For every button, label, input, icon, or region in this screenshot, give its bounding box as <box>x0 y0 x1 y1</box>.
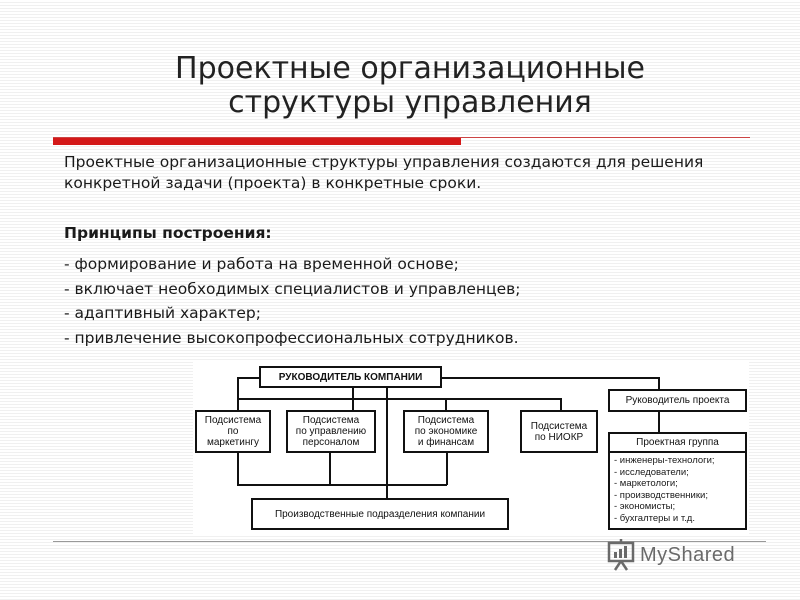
presentation-board-icon <box>605 538 637 572</box>
connector <box>442 377 658 379</box>
connector <box>237 377 239 410</box>
slide-title <box>60 52 760 120</box>
connector <box>658 377 660 389</box>
principle-item: - привлечение высокопрофессиональных сотрудников. <box>64 328 519 347</box>
project-team-members-list <box>608 451 747 530</box>
connector <box>446 453 448 485</box>
connector <box>237 377 259 379</box>
connector <box>237 484 447 486</box>
connector <box>386 388 388 498</box>
principle-item: - адаптивный характер; <box>64 304 261 322</box>
principle-item: - формирование и работа на временной основе; <box>64 255 459 273</box>
team-member-item: - экономисты; <box>614 501 676 513</box>
team-member-item: - исследователи; <box>614 466 689 478</box>
connector <box>560 398 562 410</box>
subsystem-marketing-box: Подсистема по маркетингу <box>195 410 271 453</box>
connector <box>237 398 561 400</box>
principle-item: - включает необходимых специалистов и управленцев; <box>64 279 521 298</box>
connector <box>237 453 239 485</box>
title-accent-bar <box>53 138 461 145</box>
title-line-1: Проектные организационные <box>175 51 645 86</box>
team-member-item: - маркетологи; <box>614 478 678 490</box>
team-member-item: - бухгалтеры и т.д. <box>614 512 695 524</box>
team-member-item: - инженеры-технологи; <box>614 455 715 466</box>
logo-text: MyShared <box>640 544 736 566</box>
myshared-logo[interactable] <box>605 538 765 572</box>
connector <box>445 398 447 410</box>
production-units-box: Производственные подразделения компании <box>251 498 509 530</box>
company-head-box: РУКОВОДИТЕЛЬ КОМПАНИИ <box>259 366 442 388</box>
intro-paragraph: Проектные организационные структуры управления создаются для решения конкретной задачи (проекта) в конкретные сроки. <box>64 153 704 192</box>
team-member-item: - производственники; <box>614 489 708 501</box>
connector <box>329 453 331 485</box>
subsystem-rnd-box: Подсистема по НИОКР <box>520 410 598 453</box>
principles-heading: Принципы построения: <box>64 224 272 242</box>
subsystem-finance-box: Подсистема по экономике и финансам <box>403 410 489 453</box>
principles-list <box>64 252 521 350</box>
subsystem-personnel-box: Подсистема по управлению персоналом <box>286 410 376 453</box>
project-team-box: Проектная группа <box>608 432 747 453</box>
title-line-2: структуры управления <box>228 85 592 120</box>
connector <box>658 412 660 432</box>
project-head-box: Руководитель проекта <box>608 389 747 412</box>
